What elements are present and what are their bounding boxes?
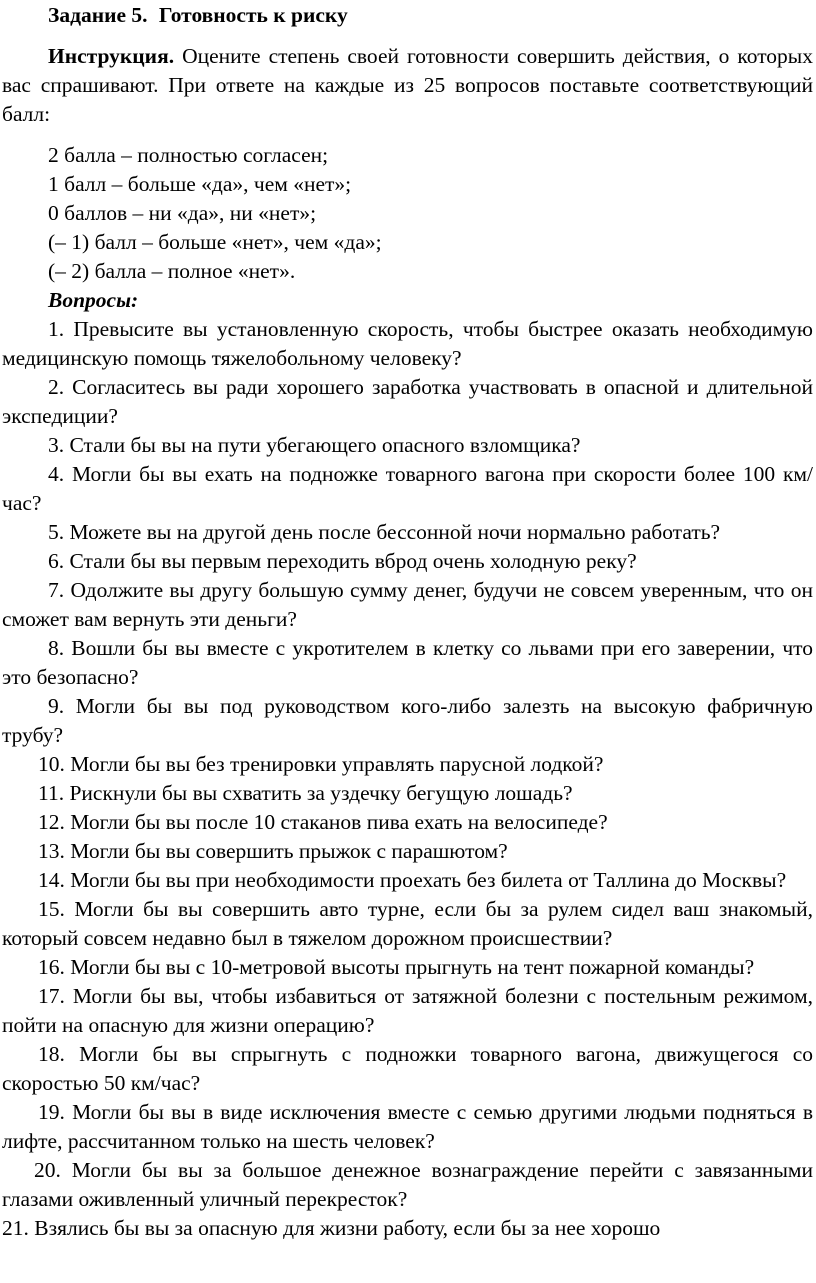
task-title-text: Готовность к риску <box>158 3 348 27</box>
question-item: 4. Могли бы вы ехать на подножке товарного вагона при скорости более 100 км/час? <box>2 462 813 515</box>
instruction-label: Инструкция. <box>48 44 175 68</box>
question-item: 17. Могли бы вы, чтобы избавиться от затяжной болезни с постельным режимом, пойти на опасную для жизни операцию? <box>2 984 813 1037</box>
question-item: 1. Превысите вы установленную скорость, чтобы быстрее оказать необходимую медицинскую помощь тяжелобольному человеку? <box>2 317 813 370</box>
score-item: 0 баллов – ни «да», ни «нет»; <box>48 201 317 225</box>
question-item: 15. Могли бы вы совершить авто турне, если бы за рулем сидел ваш знакомый, который совсем недавно был в тяжелом дорожном происшествии? <box>2 897 813 950</box>
questions-header: Вопросы: <box>48 288 139 312</box>
question-item: 7. Одолжите вы другу большую сумму денег, будучи не совсем уверенным, что он сможет вам вернуть эти деньги? <box>2 578 813 631</box>
score-item: (– 1) балл – больше «нет», чем «да»; <box>48 230 382 254</box>
instruction-paragraph <box>2 42 813 129</box>
score-item: 1 балл – больше «да», чем «нет»; <box>48 172 352 196</box>
question-item: 19. Могли бы вы в виде исключения вместе с семью другими людьми подняться в лифте, рассчитанном только на шесть человек? <box>2 1100 813 1153</box>
question-item: 14. Могли бы вы при необходимости проехать без билета от Таллина до Москвы? <box>38 868 787 892</box>
question-item: 11. Рискнули бы вы схватить за уздечку бегущую лошадь? <box>38 781 573 805</box>
document-page <box>0 2 816 1283</box>
question-item: 2. Согласитесь вы ради хорошего заработка участвовать в опасной и длительной экспедиции? <box>2 375 813 428</box>
question-item: 21. Взялись бы вы за опасную для жизни работу, если бы за нее хорошо <box>2 1216 661 1240</box>
question-item: 9. Могли бы вы под руководством кого-либо залезть на высокую фабричную трубу? <box>2 694 813 747</box>
score-scale <box>48 141 813 286</box>
instruction-text: Оцените степень своей готовности совершить действия, о которых вас спрашивают. При ответе на каждые из 25 вопросов поставьте соответствующий балл: <box>2 44 813 126</box>
question-item: 20. Могли бы вы за большое денежное вознаграждение перейти с завязанными глазами оживленный уличный перекресток? <box>2 1158 813 1211</box>
question-item: 13. Могли бы вы совершить прыжок с парашютом? <box>38 839 508 863</box>
score-item: 2 балла – полностью согласен; <box>48 143 329 167</box>
question-item: 8. Вошли бы вы вместе с укротителем в клетку со львами при его заверении, что это безопасно? <box>2 636 813 689</box>
question-item: 3. Стали бы вы на пути убегающего опасного взломщика? <box>48 433 581 457</box>
question-item: 18. Могли бы вы спрыгнуть с подножки товарного вагона, движущегося со скоростью 50 км/час? <box>2 1042 813 1095</box>
question-item: 10. Могли бы вы без тренировки управлять парусной лодкой? <box>38 752 604 776</box>
question-item: 12. Могли бы вы после 10 стаканов пива ехать на велосипеде? <box>38 810 608 834</box>
questions-list <box>2 315 813 1243</box>
question-item: 6. Стали бы вы первым переходить вброд очень холодную реку? <box>48 549 637 573</box>
question-item: 5. Можете вы на другой день после бессонной ночи нормально работать? <box>48 520 721 544</box>
task-number: Задание 5. <box>48 3 148 27</box>
task-title <box>48 2 813 29</box>
question-item: 16. Могли бы вы с 10-метровой высоты прыгнуть на тент пожарной команды? <box>38 955 755 979</box>
score-item: (– 2) балла – полное «нет». <box>48 259 296 283</box>
